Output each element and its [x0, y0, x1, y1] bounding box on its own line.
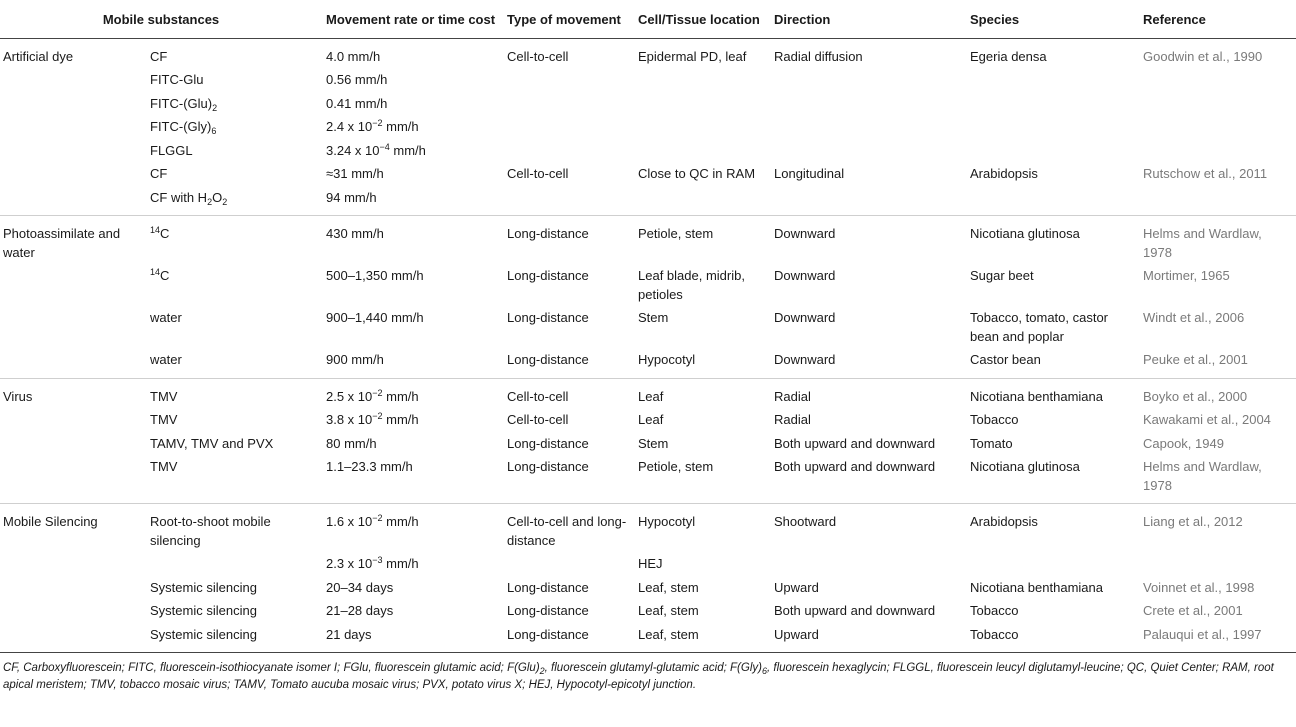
- species-cell: Tomato: [970, 435, 1013, 451]
- species-cell: Egeria densa: [970, 48, 1047, 64]
- category-cell: [0, 186, 142, 216]
- substance-cell: CF with $H_2O_2$: [142, 186, 322, 216]
- header-row: [0, 0, 1296, 38]
- substance-cell: TMV: [150, 388, 178, 404]
- rate-cell: 1.1–23.3 mm/h: [322, 456, 503, 504]
- reference-cell: [1139, 116, 1296, 140]
- table-row: [0, 307, 1296, 349]
- location-cell: Hypocotyl: [634, 349, 770, 379]
- direction-cell: Both upward and downward: [774, 603, 936, 618]
- direction-cell: [770, 92, 966, 116]
- table-row: [0, 432, 1296, 456]
- table-row: [0, 69, 1296, 93]
- movement-type-cell: Long-distance: [507, 579, 589, 595]
- rate-cell: 3.24 x $10^{-4}$ mm/h: [326, 141, 426, 158]
- category-cell: Mobile Silencing: [3, 514, 98, 529]
- category-cell: [0, 576, 142, 600]
- substance-cell: water: [142, 349, 322, 379]
- species-cell: [966, 553, 1139, 577]
- direction-cell: Radial: [774, 412, 811, 427]
- rate-cell: 2.5 x $10^{-2}$ mm/h: [326, 387, 419, 404]
- species-cell: Tobacco: [970, 603, 1019, 618]
- direction-cell: Radial diffusion: [774, 48, 863, 64]
- category-cell: [0, 92, 142, 116]
- movement-type-cell: [503, 92, 634, 116]
- species-cell: Tobacco, tomato, castor bean and poplar: [970, 310, 1109, 344]
- category-cell: [0, 623, 142, 653]
- movement-type-cell: Long-distance: [503, 349, 634, 379]
- table-row: [0, 456, 1296, 504]
- header-species: Species: [966, 0, 1139, 38]
- location-cell: Leaf: [638, 388, 664, 404]
- species-cell: Tobacco: [970, 412, 1019, 427]
- table-row: [0, 116, 1296, 140]
- table-row: [0, 92, 1296, 116]
- species-cell: [966, 92, 1139, 116]
- species-cell: Nicotiana benthamiana: [970, 388, 1103, 404]
- rate-cell: 900–1,440 mm/h: [326, 310, 424, 325]
- header-type-of-movement: Type of movement: [503, 0, 634, 38]
- location-cell: Petiole, stem: [634, 456, 770, 504]
- movement-type-cell: Long-distance: [507, 310, 589, 325]
- species-cell: [966, 116, 1139, 140]
- table-row: [0, 163, 1296, 187]
- table-row: [0, 186, 1296, 216]
- substance-cell: TMV: [142, 456, 322, 504]
- reference-cell: Helms and Wardlaw, 1978: [1139, 456, 1296, 504]
- rate-cell: 900 mm/h: [322, 349, 503, 379]
- direction-cell: Downward: [774, 226, 836, 241]
- direction-cell: [770, 186, 966, 216]
- rate-cell: 2.3 x $10^{-3}$ mm/h: [326, 555, 419, 571]
- table-row: [0, 265, 1296, 307]
- direction-cell: Shootward: [774, 514, 837, 529]
- reference-cell: Goodwin et al., 1990: [1143, 48, 1263, 64]
- reference-cell: Voinnet et al., 1998: [1143, 579, 1255, 595]
- header-mobile-substances: Mobile substances: [0, 0, 322, 38]
- reference-cell: Capook, 1949: [1143, 435, 1224, 451]
- table-row: [0, 216, 1296, 265]
- direction-cell: [770, 116, 966, 140]
- location-cell: HEJ: [638, 556, 663, 571]
- reference-cell: Boyko et al., 2000: [1143, 388, 1248, 404]
- substance-cell: FLGGL: [150, 142, 193, 158]
- direction-cell: [770, 69, 966, 93]
- category-cell: [0, 139, 142, 163]
- category-cell: [0, 349, 142, 379]
- reference-cell: Mortimer, 1965: [1143, 268, 1230, 283]
- header-reference: Reference: [1139, 0, 1296, 38]
- reference-cell: [1139, 69, 1296, 93]
- rate-cell: ≈31 mm/h: [326, 166, 384, 181]
- category-cell: [0, 456, 142, 504]
- rate-cell: 0.56 mm/h: [326, 72, 388, 87]
- location-cell: Leaf blade, midrib, petioles: [638, 268, 745, 302]
- category-cell: Artificial dye: [3, 48, 74, 64]
- movement-type-cell: [503, 69, 634, 93]
- category-cell: [0, 265, 142, 307]
- movement-type-cell: Long-distance: [507, 268, 589, 283]
- category-cell: [0, 163, 142, 187]
- movement-type-cell: Long-distance: [507, 603, 589, 618]
- species-cell: [966, 186, 1139, 216]
- direction-cell: Upward: [770, 623, 966, 653]
- table-row: [0, 409, 1296, 433]
- rate-cell: 1.6 x $10^{-2}$ mm/h: [326, 513, 419, 529]
- species-cell: [966, 69, 1139, 93]
- substance-cell: water: [150, 310, 182, 325]
- species-cell: Arabidopsis: [970, 166, 1038, 181]
- table-row: [0, 600, 1296, 624]
- location-cell: Stem: [638, 310, 669, 325]
- direction-cell: [770, 139, 966, 163]
- movement-type-cell: Long-distance: [503, 623, 634, 653]
- reference-cell: Windt et al., 2006: [1143, 310, 1245, 325]
- species-cell: Nicotiana glutinosa: [966, 456, 1139, 504]
- reference-cell: Liang et al., 2012: [1143, 514, 1243, 529]
- category-cell: [0, 600, 142, 624]
- reference-cell: Crete et al., 2001: [1143, 603, 1243, 618]
- species-cell: Arabidopsis: [970, 514, 1038, 529]
- direction-cell: Radial: [774, 388, 811, 404]
- location-cell: [634, 139, 770, 163]
- rate-cell: 500–1,350 mm/h: [326, 268, 424, 283]
- movement-type-cell: Long-distance: [507, 226, 589, 241]
- species-cell: Nicotiana glutinosa: [970, 226, 1080, 241]
- header-movement-rate: Movement rate or time cost: [322, 0, 503, 38]
- location-cell: Hypocotyl: [638, 514, 696, 529]
- movement-type-cell: [503, 116, 634, 140]
- rate-cell: 21 days: [322, 623, 503, 653]
- direction-cell: Downward: [774, 268, 836, 283]
- rate-cell: 3.8 x $10^{-2}$ mm/h: [326, 411, 419, 427]
- location-cell: Stem: [638, 435, 669, 451]
- table-body: [0, 38, 1296, 653]
- substance-cell: Systemic silencing: [142, 623, 322, 653]
- rate-cell: 80 mm/h: [326, 435, 377, 451]
- rate-cell: 4.0 mm/h: [326, 48, 381, 64]
- species-cell: Castor bean: [966, 349, 1139, 379]
- location-cell: Leaf, stem: [638, 579, 699, 595]
- table-row: [0, 349, 1296, 379]
- table-row: [0, 139, 1296, 163]
- movement-type-cell: Cell-to-cell and long-distance: [507, 514, 627, 548]
- movement-type-cell: [503, 186, 634, 216]
- location-cell: Leaf, stem: [638, 603, 699, 618]
- substance-cell: TMV: [150, 412, 178, 427]
- reference-cell: Palauqui et al., 1997: [1139, 623, 1296, 653]
- substance-cell: Root-to-shoot mobile silencing: [150, 514, 271, 548]
- movement-type-cell: [503, 139, 634, 163]
- substance-cell: FITC-$(Gly)_6$: [150, 119, 217, 136]
- species-cell: Sugar beet: [970, 268, 1034, 283]
- reference-cell: Peuke et al., 2001: [1139, 349, 1296, 379]
- species-cell: [966, 139, 1139, 163]
- table-row: [0, 378, 1296, 409]
- substance-cell: TAMV, TMV and PVX: [150, 435, 274, 451]
- category-cell: [0, 116, 142, 140]
- reference-cell: [1139, 553, 1296, 577]
- location-cell: Leaf, stem: [634, 623, 770, 653]
- location-cell: Close to QC in RAM: [638, 166, 756, 181]
- movement-type-cell: Cell-to-cell: [507, 48, 569, 64]
- substance-cell: $^{14}$C: [150, 267, 170, 283]
- category-cell: [0, 307, 142, 349]
- substance-cell: CF: [150, 48, 168, 64]
- movement-type-cell: Long-distance: [503, 456, 634, 504]
- location-cell: Epidermal PD, leaf: [638, 48, 747, 64]
- direction-cell: Downward: [774, 310, 836, 325]
- movement-type-cell: Cell-to-cell: [507, 412, 569, 427]
- category-cell: [0, 69, 142, 93]
- category-cell: [0, 432, 142, 456]
- reference-cell: Kawakami et al., 2004: [1143, 412, 1271, 427]
- substance-cell: Systemic silencing: [150, 603, 257, 618]
- table-footnote: CF, Carboxyfluorescein; FITC, fluorescein-isothiocyanate isomer I; FGlu, fluorescein glutamic acid; $F(Glu)_2$, fluorescein glutamyl-glutamic acid; $F(Gly)_6$, fluorescein hexaglycin; FLGGL, fluorescein leucyl diglutamyl-leucine; QC, Quiet Center; RAM, root apical meristem; TMV, tobacco mosaic virus; TAMV, Tomato aucuba mosaic virus; PVX, potato virus X; HEJ, Hypocotyl-epicotyl junction.: [3, 662, 1274, 691]
- location-cell: Petiole, stem: [638, 226, 714, 241]
- rate-cell: 430 mm/h: [326, 226, 384, 241]
- category-cell: [0, 553, 142, 577]
- reference-cell: Rutschow et al., 2011: [1143, 166, 1268, 181]
- header-cell-tissue-location: Cell/Tissue location: [634, 0, 770, 38]
- category-cell: [0, 409, 142, 433]
- direction-cell: Longitudinal: [774, 166, 845, 181]
- rate-cell: 2.4 x $10^{-2}$ mm/h: [326, 118, 419, 134]
- header-direction: Direction: [770, 0, 966, 38]
- table-row: [0, 553, 1296, 577]
- direction-cell: Both upward and downward: [770, 456, 966, 504]
- movement-type-cell: Cell-to-cell: [507, 388, 569, 404]
- reference-cell: Helms and Wardlaw, 1978: [1143, 226, 1262, 260]
- substance-cell: Systemic silencing: [150, 579, 257, 595]
- movement-type-cell: [503, 553, 634, 577]
- rate-cell: 21–28 days: [326, 603, 394, 618]
- table-row: [0, 38, 1296, 69]
- table-row: [0, 576, 1296, 600]
- reference-cell: [1139, 186, 1296, 216]
- substance-cell: [142, 553, 322, 577]
- rate-cell: 94 mm/h: [322, 186, 503, 216]
- category-cell: Virus: [3, 388, 33, 404]
- movement-type-cell: Cell-to-cell: [507, 166, 569, 181]
- substance-cell: FITC-$(Glu)_2$: [150, 95, 218, 113]
- substance-cell: CF: [150, 166, 168, 181]
- direction-cell: [770, 553, 966, 577]
- reference-cell: [1139, 92, 1296, 116]
- location-cell: Leaf: [638, 412, 664, 427]
- substance-cell: $^{14}$C: [150, 225, 170, 241]
- location-cell: [634, 186, 770, 216]
- reference-cell: [1139, 139, 1296, 163]
- rate-cell: 0.41 mm/h: [326, 95, 388, 111]
- location-cell: [634, 116, 770, 140]
- category-cell: Photoassimilate and water: [3, 226, 121, 260]
- species-cell: Tobacco: [966, 623, 1139, 653]
- movement-type-cell: Long-distance: [507, 435, 589, 451]
- location-cell: [634, 92, 770, 116]
- table-row: [0, 504, 1296, 553]
- rate-cell: 20–34 days: [326, 579, 394, 595]
- direction-cell: Both upward and downward: [774, 435, 936, 451]
- direction-cell: Upward: [774, 579, 819, 595]
- location-cell: [634, 69, 770, 93]
- direction-cell: Downward: [770, 349, 966, 379]
- substance-cell: FITC-Glu: [150, 72, 204, 87]
- species-cell: Nicotiana benthamiana: [970, 579, 1103, 595]
- table-row: [0, 623, 1296, 653]
